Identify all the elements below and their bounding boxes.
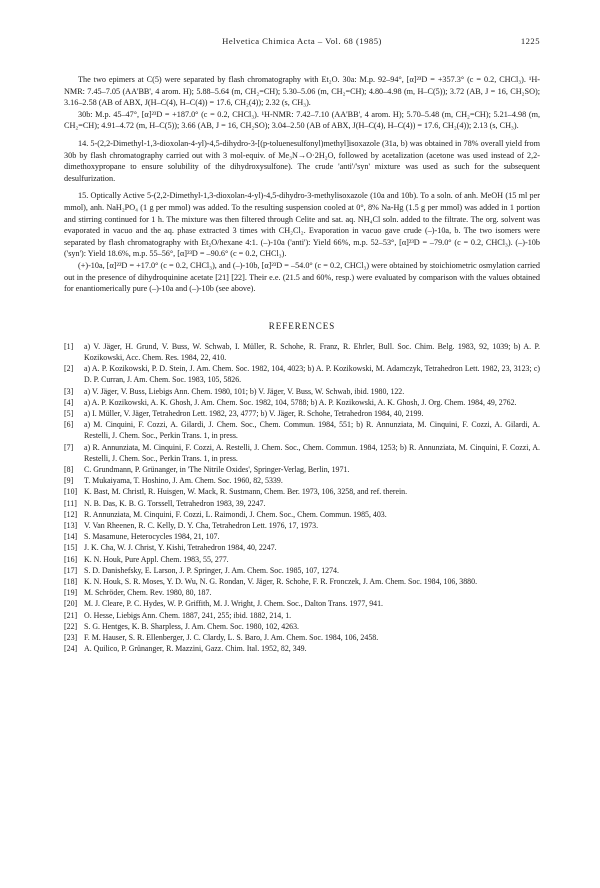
paragraph: (+)-10a, [α]²²D = +17.0° (c = 0.2, CHCl₃), and (–)-10b, [α]²³D = –54.0° (c = 0.2, CHCl₃) were obtained by stoichiometric osmylation carried out in the presence of dihydroquinine acetate [21] [22]. Their e.e. (21.5 and 60%, resp.) were evaluated by comparison with the values obtained for enantiomerically pure (–)-10a and (–)-10b (see above). bbox=[64, 260, 540, 294]
reference-item bbox=[64, 486, 540, 497]
reference-item bbox=[64, 643, 540, 654]
reference-item bbox=[64, 386, 540, 397]
reference-item bbox=[64, 509, 540, 520]
reference-number: [17] bbox=[64, 565, 78, 575]
paragraph: 15. Optically Active 5-(2,2-Dimethyl-1,3-dioxolan-4-yl)-4,5-dihydro-3-methylisoxazole (10a and 10b). To a soln. of anh. MeOH (15 ml per mmol), anh. NaH₂PO₄ (1 g per mmol) was added. To the resulting suspension cooled at 0°, 8% Na-Hg (1.5 g per mmol) was added in 1 portion and stirring continued for 1 h. The mixture was then filtered through Celite and sat. aq. NH₄Cl soln. added to the filtrate. The org. solvent was evaporated in vacuo and the aq. phase extracted 3 times with CH₂Cl₂. Evaporation in vacuo gave crude (–)-10a, b. The two isomers were separated by flash chromatography with Et₂O/hexane 4:1. (–)-10a ('anti'): Yield 66%, m.p. 52–53°, [α]²³D = –79.0° (c = 0.2, CHCl₃). (–)-10b ('syn'): Yield 18.6%, m.p. 55–56°, [α]²³D = –90.6° (c = 0.2, CHCl₃). bbox=[64, 191, 540, 259]
journal-title: Helvetica Chimica Acta – Vol. 68 (1985) bbox=[222, 36, 382, 46]
reference-item bbox=[64, 442, 540, 464]
experimental-text bbox=[64, 74, 540, 295]
reference-text: V. Van Rheenen, R. C. Kelly, D. Y. Cha, Tetrahedron Lett. 1976, 17, 1973. bbox=[84, 520, 319, 530]
reference-text: M. Schröder, Chem. Rev. 1980, 80, 187. bbox=[84, 588, 212, 598]
reference-text: K. N. Houk, S. R. Moses, Y. D. Wu, N. G. Rondan, V. Jäger, R. Schohe, F. R. Fronczek, J. Am. Chem. Soc. 1984, 106, 3880. bbox=[84, 576, 478, 586]
reference-number: [18] bbox=[64, 576, 78, 586]
reference-text: T. Mukaiyama, T. Hoshino, J. Am. Chem. Soc. 1960, 82, 5339. bbox=[84, 476, 283, 486]
reference-number: [7] bbox=[64, 442, 74, 452]
paragraph: 30b: M.p. 45–47°, [α]²³D = +187.0° (c = 0.2, CHCl₃). ¹H-NMR: 7.42–7.10 (AA'BB', 4 arom. H); 5.70–5.48 (m, CH₂=CH); 5.21–4.98 (m, CH₂=CH); 4.91–4.72 (m, H–C(5)); 3.66 (AB, J = 16, CH₂SO); 3.04–2.50 (AB of ABX, J(H–C(4), H–C(4)) = 17.6, CH₂(4)); 2.13 (s, CH₃). bbox=[64, 109, 540, 131]
reference-text: a) M. Cinquini, F. Cozzi, A. Gilardi, J. Chem. Soc., Chem. Commun. 1984, 551; b) R. Annunziata, M. Cinquini, F. Cozzi, A. Gilardi, A. Restelli, J. Chem. Soc., Perkin Trans. 1, in press. bbox=[84, 420, 540, 441]
reference-text: S. D. Danishefsky, E. Larson, J. P. Springer, J. Am. Chem. Soc. 1985, 107, 1274. bbox=[84, 565, 339, 575]
reference-number: [11] bbox=[64, 498, 77, 508]
reference-item bbox=[64, 587, 540, 598]
reference-text: S. Masamune, Heterocycles 1984, 21, 107. bbox=[84, 532, 220, 542]
reference-number: [3] bbox=[64, 386, 74, 396]
reference-item bbox=[64, 632, 540, 643]
reference-item bbox=[64, 475, 540, 486]
page-number: 1225 bbox=[520, 36, 540, 46]
reference-text: a) A. P. Kozikowski, P. D. Stein, J. Am. Chem. Soc. 1982, 104, 4023; b) A. P. Kozikowski, M. Adamczyk, Tetrahedron Lett. 1982, 23, 3123; c) D. P. Curran, J. Am. Chem. Soc. 1983, 105, 5826. bbox=[84, 364, 540, 385]
reference-text: C. Grundmann, P. Grünanger, in 'The Nitrile Oxides', Springer-Verlag, Berlin, 1971. bbox=[84, 464, 350, 474]
reference-number: [6] bbox=[64, 420, 74, 430]
reference-number: [22] bbox=[64, 621, 78, 631]
reference-item bbox=[64, 598, 540, 609]
reference-number: [2] bbox=[64, 364, 74, 374]
reference-number: [5] bbox=[64, 408, 74, 418]
reference-item bbox=[64, 397, 540, 408]
reference-item bbox=[64, 531, 540, 542]
reference-text: K. Bast, M. Christl, R. Huisgen, W. Mack, R. Sustmann, Chem. Ber. 1973, 106, 3258, and ref. therein. bbox=[84, 487, 408, 497]
paragraph: The two epimers at C(5) were separated by flash chromatography with Et₂O. 30a: M.p. 92–94°, [α]²³D = +357.3° (c = 0.2, CHCl₃). ¹H-NMR: 7.45–7.05 (AA'BB', 4 arom. H); 5.88–5.64 (m, CH₂=CH); 5.30–5.06 (m, CH₂=CH); 4.80–4.98 (m, H–C(5)); 3.72 (AB, J = 16, CH₂SO); 3.16–2.58 (AB of ABX, J(H–C(4), H–C(4)) = 17.6, CH₂(4)); 2.32 (s, CH₃). bbox=[64, 75, 540, 108]
reference-item bbox=[64, 520, 540, 531]
reference-number: [14] bbox=[64, 532, 78, 542]
reference-item bbox=[64, 610, 540, 621]
reference-number: [23] bbox=[64, 632, 78, 642]
reference-list bbox=[64, 341, 540, 655]
reference-number: [4] bbox=[64, 397, 74, 407]
reference-text: O. Hesse, Liebigs Ann. Chem. 1887, 241, 255; ibid. 1882, 214, 1. bbox=[84, 610, 292, 620]
reference-text: M. J. Cleare, P. C. Hydes, W. P. Griffith, M. J. Wright, J. Chem. Soc., Dalton Trans. 1977, 941. bbox=[84, 599, 384, 609]
paragraph: 14. 5-(2,2-Dimethyl-1,3-dioxolan-4-yl)-4,5-dihydro-3-[(p-toluenesulfonyl)methyl]isoxazole (31a, b) was obtained in 78% overall yield from 30b by flash chromatography carried out with 3 mol-equiv. of Me₃N→O·2H₂O, followed by acetalization (acetone was used instead of 2,2-dimethoxypropane to ensure solubility of the dihydroxysulfone). The crude 'anti'/'syn' mixture was used as such for the subsequent desulfurization. bbox=[64, 138, 540, 183]
references-heading: REFERENCES bbox=[268, 320, 336, 331]
reference-text: F. M. Hauser, S. R. Ellenberger, J. C. Clardy, L. S. Baro, J. Am. Chem. Soc. 1984, 106, 2458. bbox=[84, 632, 379, 642]
reference-item bbox=[64, 565, 540, 576]
reference-number: [9] bbox=[64, 476, 74, 486]
reference-item bbox=[64, 554, 540, 565]
reference-number: [20] bbox=[64, 599, 78, 609]
reference-item bbox=[64, 408, 540, 419]
reference-number: [16] bbox=[64, 554, 78, 564]
running-header bbox=[64, 36, 540, 50]
reference-text: a) V. Jäger, H. Grund, V. Buss, W. Schwab, I. Müller, R. Schohe, R. Franz, R. Ehrler, Bull. Soc. Chim. Belg. 1983, 92, 1039; b) A. P. Kozikowski, Acc. Chem. Res. 1984, 22, 410. bbox=[84, 341, 540, 362]
reference-text: a) V. Jäger, V. Buss, Liebigs Ann. Chem. 1980, 101; b) V. Jäger, V. Buss, W. Schwab, ibid. 1980, 122. bbox=[84, 386, 405, 396]
reference-number: [13] bbox=[64, 520, 78, 530]
reference-number: [12] bbox=[64, 509, 78, 519]
reference-item bbox=[64, 542, 540, 553]
reference-text: a) R. Annunziata, M. Cinquini, F. Cozzi, A. Restelli, J. Chem. Soc., Chem. Commun. 1984, 1253; b) R. Annunziata, M. Cinquini, F. Cozzi, A. Restelli, J. Chem. Soc., Perkin Trans. 1, in press. bbox=[84, 442, 540, 463]
reference-item bbox=[64, 464, 540, 475]
reference-text: S. G. Hentges, K. B. Sharpless, J. Am. Chem. Soc. 1980, 102, 4263. bbox=[84, 621, 300, 631]
reference-item bbox=[64, 498, 540, 509]
reference-text: R. Annunziata, M. Cinquini, F. Cozzi, L. Raimondi, J. Chem. Soc., Chem. Commun. 1985, 403. bbox=[84, 509, 387, 519]
reference-item bbox=[64, 363, 540, 385]
reference-number: [8] bbox=[64, 464, 74, 474]
reference-text: J. K. Cha, W. J. Christ, Y. Kishi, Tetrahedron 1984, 40, 2247. bbox=[84, 543, 277, 553]
reference-item bbox=[64, 621, 540, 632]
reference-number: [24] bbox=[64, 644, 78, 654]
reference-number: [19] bbox=[64, 588, 78, 598]
reference-number: [10] bbox=[64, 487, 78, 497]
reference-text: N. B. Das, K. B. G. Torssell, Tetrahedron 1983, 39, 2247. bbox=[84, 498, 266, 508]
reference-item bbox=[64, 419, 540, 441]
reference-number: [1] bbox=[64, 341, 74, 351]
reference-number: [15] bbox=[64, 543, 78, 553]
reference-number: [21] bbox=[64, 610, 78, 620]
reference-text: K. N. Houk, Pure Appl. Chem. 1983, 55, 277. bbox=[84, 554, 229, 564]
reference-text: a) I. Müller, V. Jäger, Tetrahedron Lett. 1982, 23, 4777; b) V. Jäger, R. Schohe, Tetrahedron 1984, 40, 2199. bbox=[84, 408, 424, 418]
reference-item bbox=[64, 341, 540, 363]
reference-text: A. Quilico, P. Grünanger, R. Mazzini, Gazz. Chim. Ital. 1952, 82, 349. bbox=[84, 644, 307, 654]
reference-text: a) A. P. Kozikowski, A. K. Ghosh, J. Am. Chem. Soc. 1982, 104, 5788; b) A. P. Kozikowski, A. K. Ghosh, J. Org. Chem. 1984, 49, 2762. bbox=[84, 397, 517, 407]
reference-item bbox=[64, 576, 540, 587]
